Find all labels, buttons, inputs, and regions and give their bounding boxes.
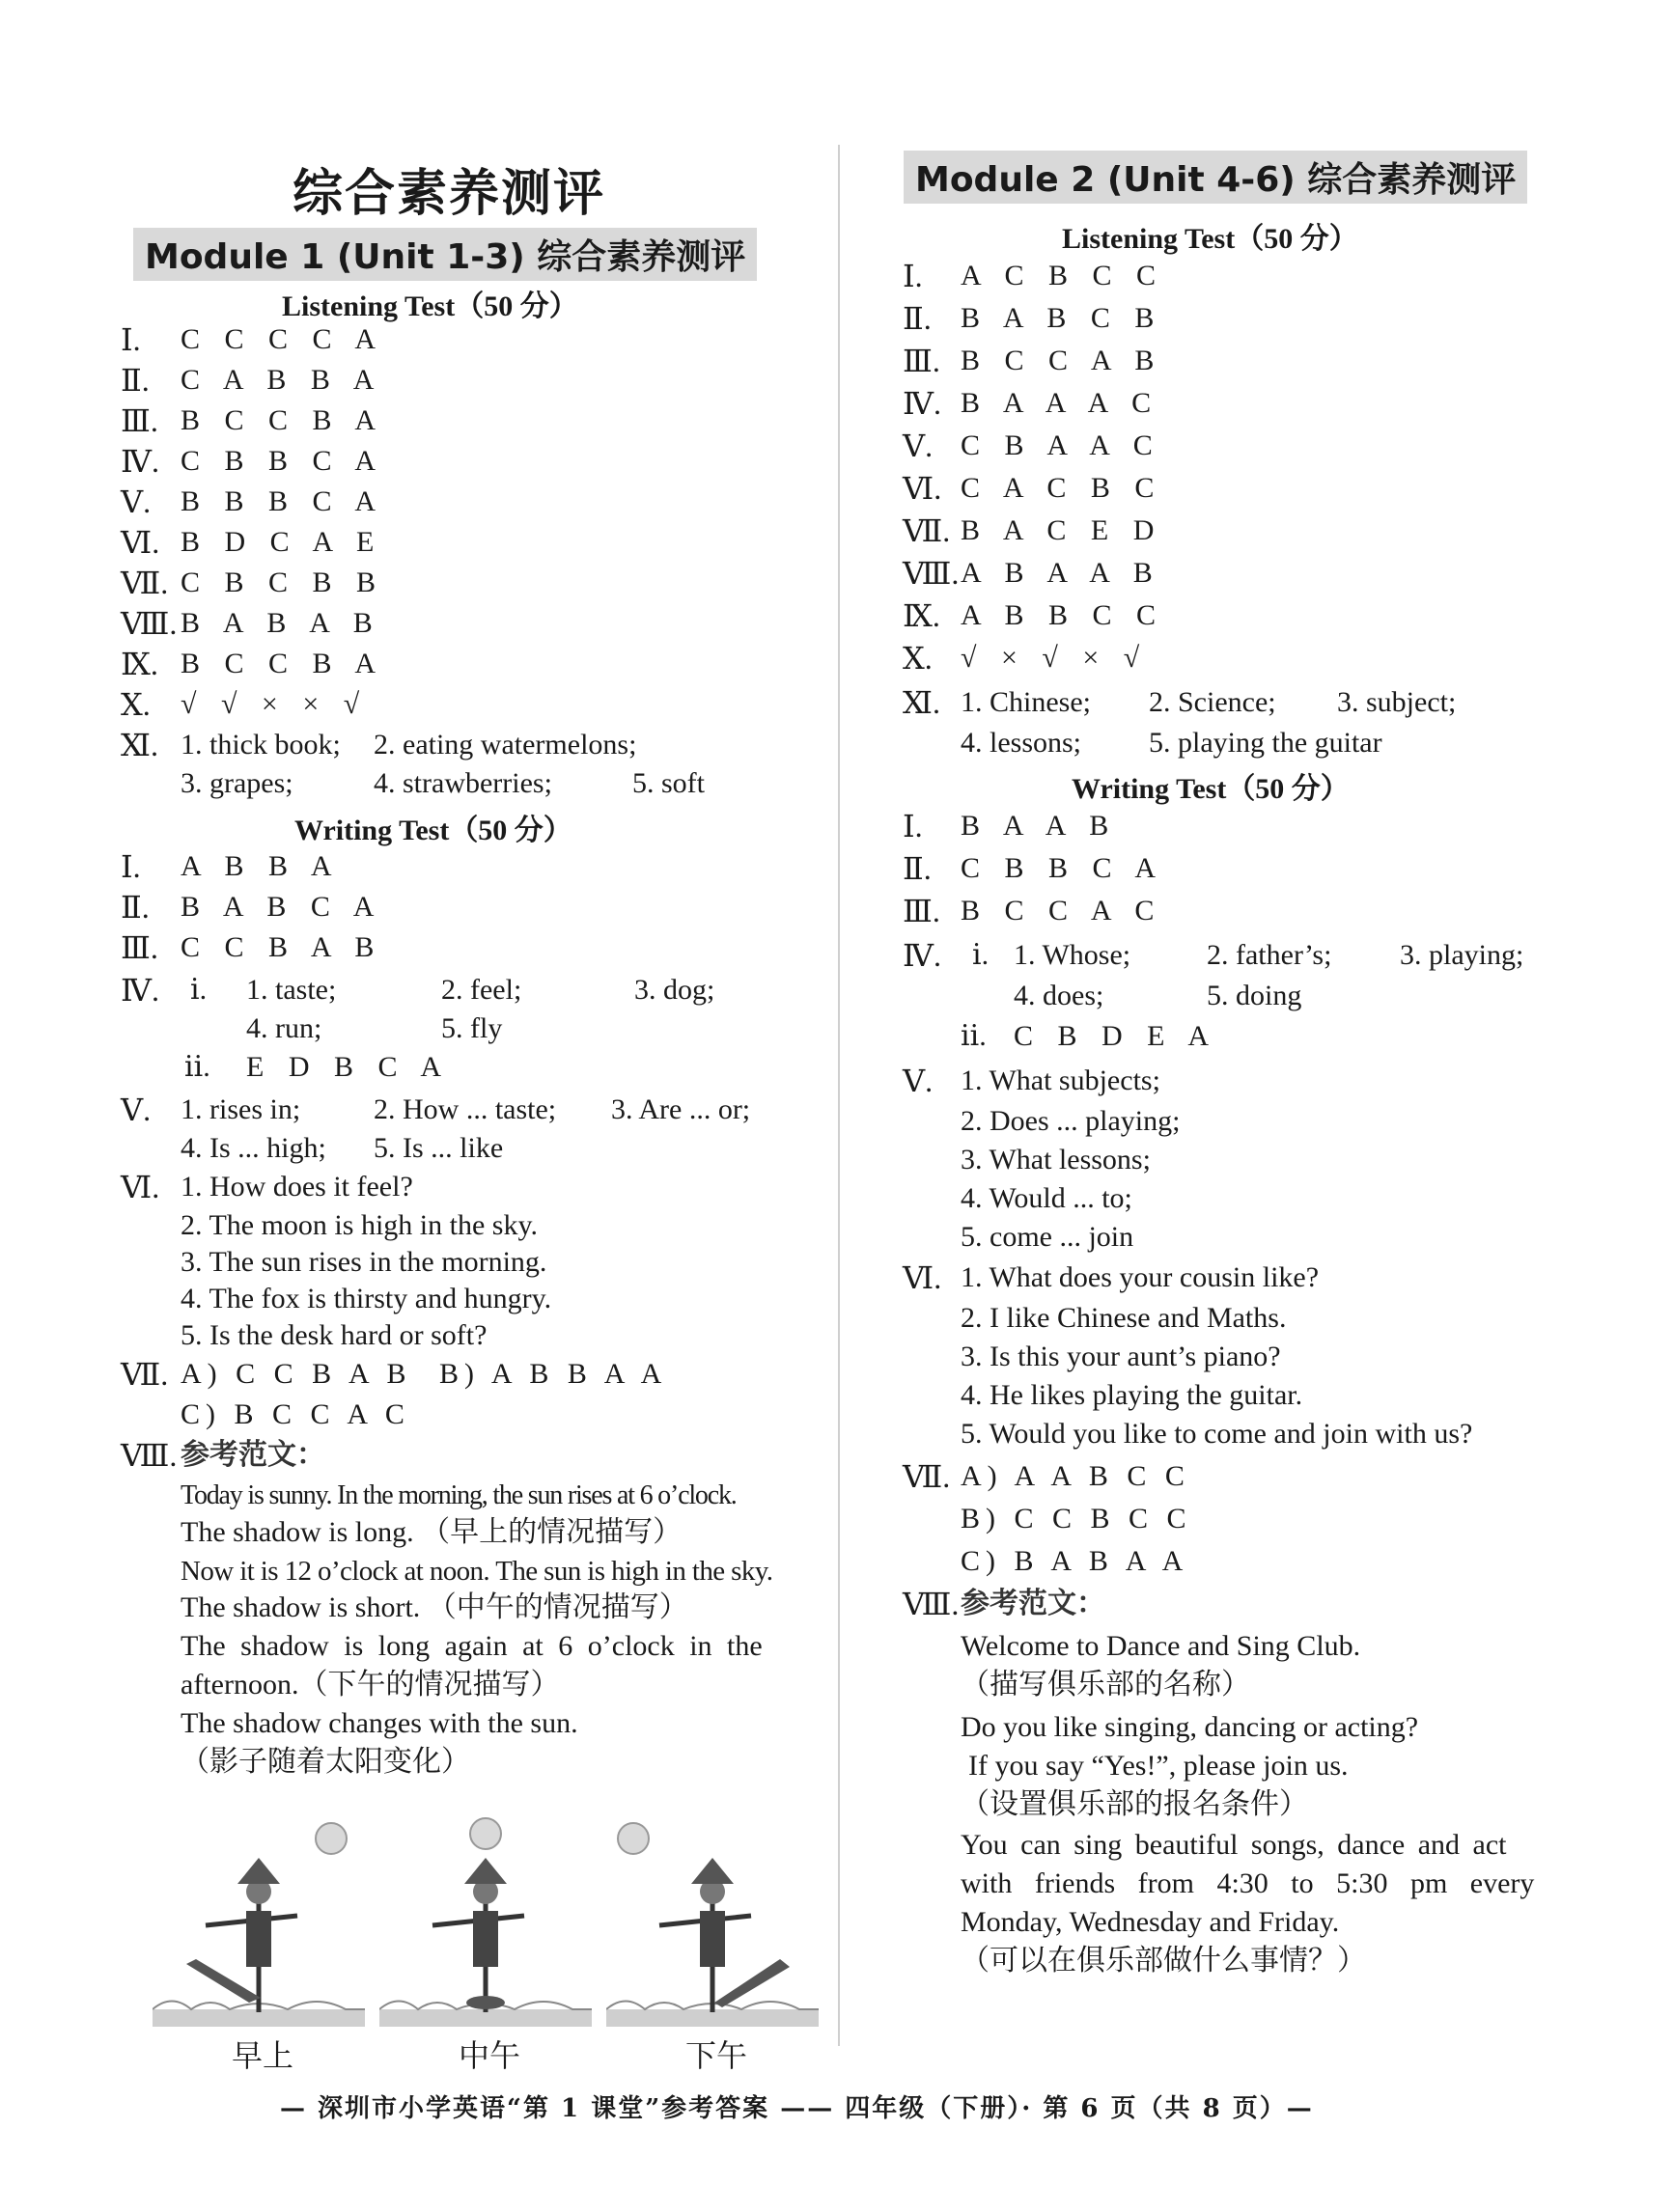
model-essay-line: You can sing beautiful songs, dance and act bbox=[961, 1829, 1507, 1861]
page-title: 综合素养测评 bbox=[292, 165, 605, 223]
model-essay-line: with friends from 4:30 to 5:30 pm every bbox=[961, 1867, 1535, 1899]
model-essay-line: The shadow is long. （早上的情况描写） bbox=[181, 1516, 683, 1548]
listening-test-title: Listening Test（50 分） bbox=[282, 290, 578, 322]
model-essay-line: （设置俱乐部的报名条件） bbox=[961, 1788, 1308, 1820]
model-essay-line: Now it is 12 o’clock at noon. The sun is high in the sky. bbox=[181, 1556, 773, 1587]
listening-test-title: Listening Test（50 分） bbox=[1062, 223, 1358, 255]
column-divider bbox=[838, 145, 840, 2046]
afternoon-label: 下午 bbox=[685, 2038, 748, 2073]
noon-label: 中午 bbox=[459, 2038, 521, 2073]
scarecrow-morning-image bbox=[153, 1805, 365, 2027]
model-essay-line: If you say “Yes!”, please join us. bbox=[968, 1750, 1349, 1782]
model-essay-line: Do you like singing, dancing or acting? bbox=[961, 1711, 1419, 1743]
shadow-illustrations bbox=[153, 1805, 828, 2027]
model-essay-line: afternoon.（下午的情况描写） bbox=[181, 1669, 560, 1700]
model-essay-line: The shadow is long again at 6 o’clock in the bbox=[181, 1630, 763, 1662]
model-essay-line: The shadow changes with the sun. bbox=[181, 1707, 578, 1739]
scarecrow-afternoon-image bbox=[606, 1805, 819, 2027]
model-essay-line: Today is sunny. In the morning, the sun rises at 6 o’clock. bbox=[181, 1480, 737, 1510]
model-essay-line: Monday, Wednesday and Friday. bbox=[961, 1906, 1340, 1938]
page-footer: — 深圳市小学英语“第 1 课堂”参考答案 —— 四年级（下册）· 第 6 页（共 8 页）— bbox=[280, 2094, 1314, 2123]
model-essay-line: （可以在俱乐部做什么事情？） bbox=[961, 1945, 1366, 1977]
module-2-title: Module 2 (Unit 4-6) 综合素养测评 bbox=[904, 151, 1527, 204]
morning-label: 早上 bbox=[232, 2038, 294, 2073]
model-essay-line: （影子随着太阳变化） bbox=[181, 1746, 470, 1778]
model-essay-line: （描写俱乐部的名称） bbox=[961, 1669, 1250, 1700]
writing-test-title: Writing Test（50 分） bbox=[1072, 773, 1350, 805]
scarecrow-noon-image bbox=[379, 1805, 592, 2027]
model-essay-line: Welcome to Dance and Sing Club. bbox=[961, 1630, 1361, 1662]
writing-test-title: Writing Test（50 分） bbox=[294, 815, 572, 846]
module-1-title: Module 1 (Unit 1-3) 综合素养测评 bbox=[133, 228, 757, 281]
model-essay-line: The shadow is short. （中午的情况描写） bbox=[181, 1591, 688, 1623]
